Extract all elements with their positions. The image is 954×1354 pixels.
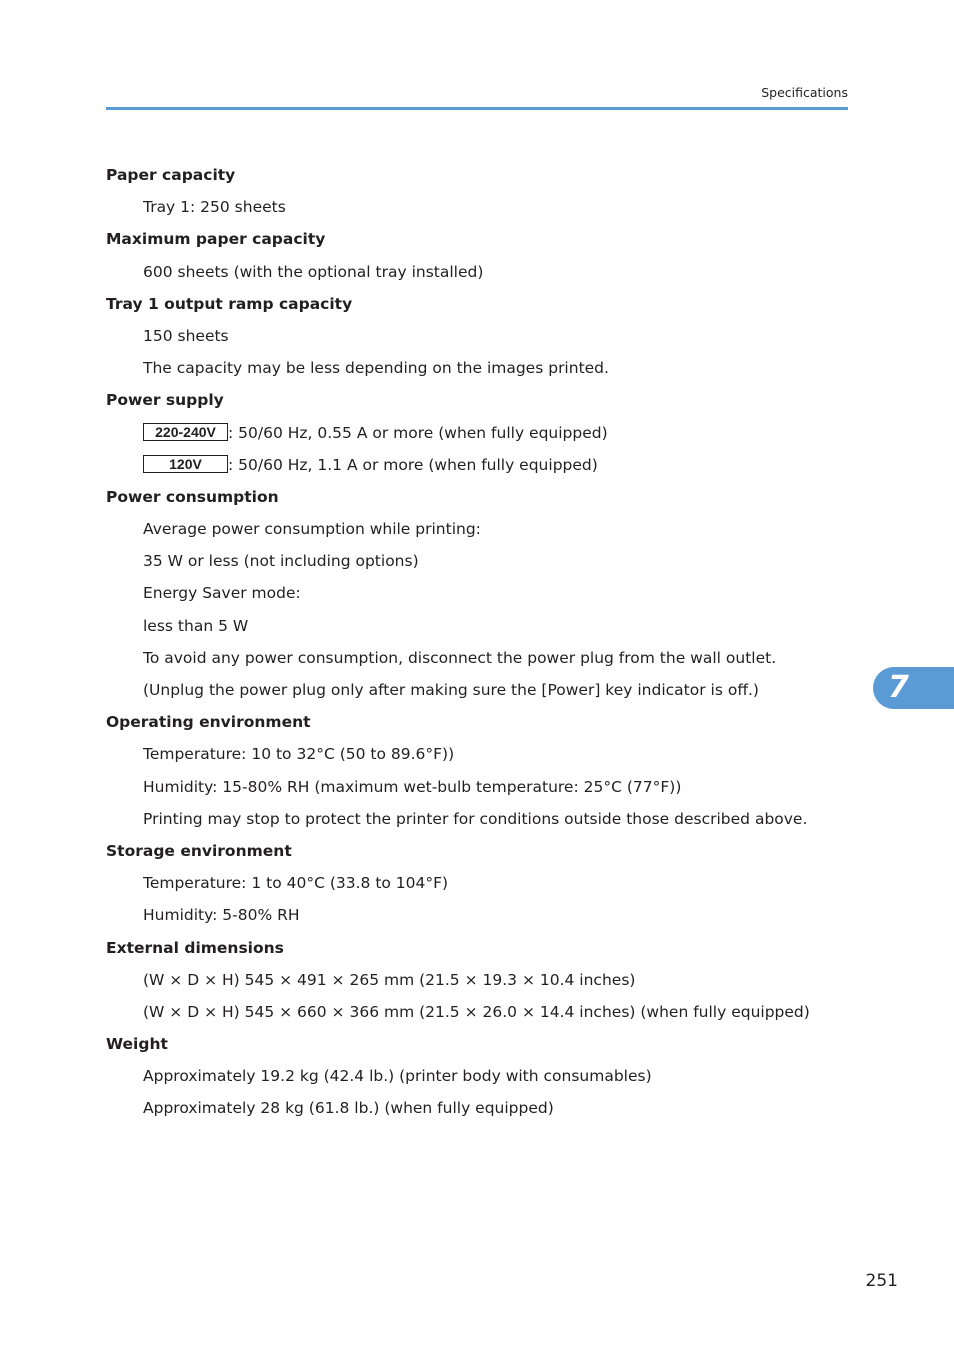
spec-line: Temperature: 1 to 40°C (33.8 to 104°F) bbox=[143, 874, 449, 893]
spec-line: 600 sheets (with the optional tray installed) bbox=[143, 262, 484, 281]
spec-line: Printing may stop to protect the printer for conditions outside those described above. bbox=[143, 809, 808, 828]
heading-paper-capacity: Paper capacity bbox=[106, 166, 236, 184]
heading-max-paper-capacity: Maximum paper capacity bbox=[106, 230, 326, 249]
heading-operating-environment: Operating environment bbox=[106, 713, 311, 732]
spec-content bbox=[106, 163, 848, 1129]
voltage-badge-120v: 120V bbox=[143, 455, 228, 473]
heading-storage-environment: Storage environment bbox=[106, 841, 292, 860]
spec-line: The capacity may be less depending on the images printed. bbox=[143, 359, 609, 378]
spec-line: 35 W or less (not including options) bbox=[143, 552, 419, 571]
running-header: Specifications bbox=[761, 85, 848, 100]
spec-line: Average power consumption while printing: bbox=[143, 520, 481, 539]
chapter-tab: 7 bbox=[873, 667, 954, 709]
spec-line: Energy Saver mode: bbox=[143, 584, 301, 603]
spec-line: (W × D × H) 545 × 660 × 366 mm (21.5 × 26.0 × 14.4 inches) (when fully equipped) bbox=[143, 1002, 810, 1021]
spec-line: Approximately 28 kg (61.8 lb.) (when fully equipped) bbox=[143, 1099, 554, 1118]
heading-power-consumption: Power consumption bbox=[106, 487, 279, 506]
spec-line: 150 sheets bbox=[143, 326, 229, 345]
power-text-220: : 50/60 Hz, 0.55 A or more (when fully equipped) bbox=[228, 423, 608, 442]
voltage-badge-220-240v: 220-240V bbox=[143, 423, 228, 441]
heading-external-dimensions: External dimensions bbox=[106, 938, 284, 957]
power-line-220 bbox=[106, 421, 848, 453]
spec-line: Humidity: 5-80% RH bbox=[143, 906, 300, 925]
heading-weight: Weight bbox=[106, 1035, 168, 1054]
spec-line: To avoid any power consumption, disconnect the power plug from the wall outlet. bbox=[143, 648, 777, 667]
header-rule bbox=[106, 107, 848, 110]
page-number: 251 bbox=[865, 1271, 898, 1291]
spec-line: Approximately 19.2 kg (42.4 lb.) (printer body with consumables) bbox=[143, 1067, 652, 1086]
heading-power-supply: Power supply bbox=[106, 391, 224, 410]
spec-line: (Unplug the power plug only after making sure the [Power] key indicator is off.) bbox=[143, 681, 759, 699]
spec-line: (W × D × H) 545 × 491 × 265 mm (21.5 × 19.3 × 10.4 inches) bbox=[143, 970, 636, 989]
heading-output-ramp: Tray 1 output ramp capacity bbox=[106, 294, 353, 313]
power-line-120 bbox=[106, 453, 848, 485]
spec-line: less than 5 W bbox=[143, 616, 249, 635]
spec-line: Humidity: 15-80% RH (maximum wet-bulb temperature: 25°C (77°F)) bbox=[143, 777, 682, 796]
spec-line: Temperature: 10 to 32°C (50 to 89.6°F)) bbox=[143, 745, 455, 764]
power-text-120: : 50/60 Hz, 1.1 A or more (when fully equipped) bbox=[228, 455, 598, 474]
spec-line: Tray 1: 250 sheets bbox=[143, 198, 286, 217]
